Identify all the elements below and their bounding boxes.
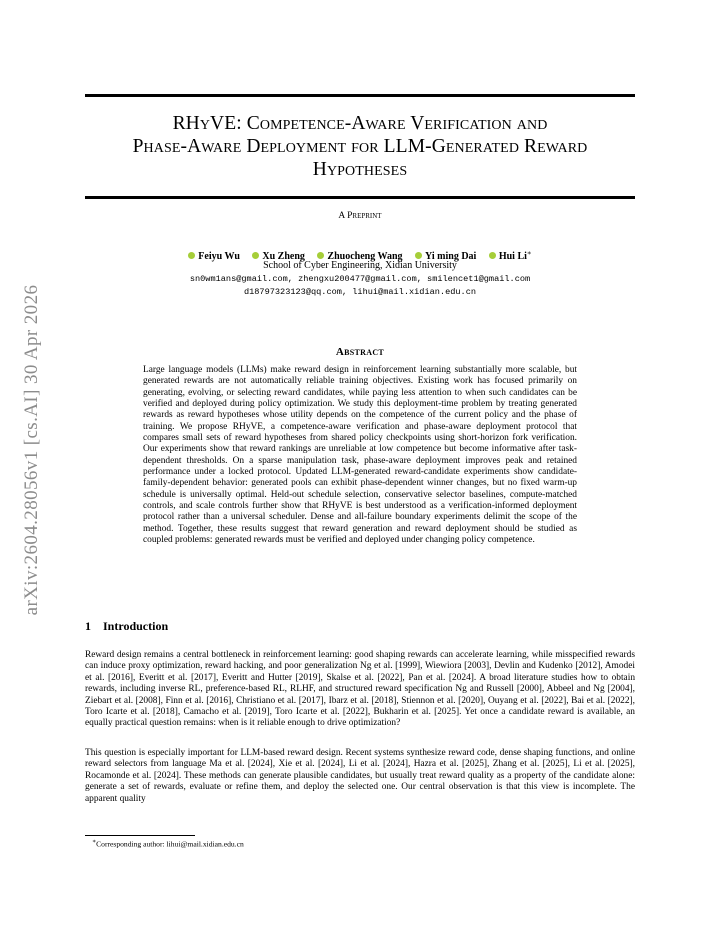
orcid-icon[interactable] [252, 252, 259, 259]
footnote-text: Corresponding author: lihui@mail.xidian.edu.cn [96, 839, 244, 849]
orcid-icon[interactable] [317, 252, 324, 259]
paper-title [85, 112, 635, 181]
title-line: Phase-Aware Deployment for LLM-Generated Reward [132, 136, 588, 157]
title-line: RHyVE: Competence-Aware Verification and [172, 113, 548, 134]
section-heading [85, 619, 635, 634]
author-name: Zhuocheng Wang [327, 251, 403, 262]
email-line: d18797323123@qq.com, lihui@mail.xidian.edu.cn [243, 286, 477, 297]
author-name: Hui Li [498, 251, 527, 262]
body-paragraph: Reward design remains a central bottleneck in reinforcement learning: good shaping rewards can accelerate learning, while misspecified rewards can induce proxy optimization, reward hacking, and poor generalization Ng et al. [1999], Wiewiora [2003], Devlin and Kudenko [2012], Amodei et al. [2016], Everitt et al. [2017], Everitt and Hutter [2019], Skalse et al. [2022], Pan et al. [2024]. A broad literature studies how to obtain rewards, including inverse RL, preference-based RL, RLHF, and structured reward specification Ng and Russell [2000], Abbeel and Ng [2004], Ziebart et al. [2008], Finn et al. [2016], Christiano et al. [2017], Ibarz et al. [2018], Stiennon et al. [2020], Ouyang et al. [2022], Bai et al. [2022], Toro Icarte et al. [2018], Camacho et al. [2019], Toro Icarte et al. [2022], Bukharin et al. [2025]. Yet once a candidate reward is available, an equally practical question remains: when is it reliable enough to drive optimization? [85, 650, 635, 729]
title-rule-top [85, 94, 635, 97]
orcid-icon[interactable] [489, 252, 496, 259]
footnote-rule [85, 835, 195, 836]
author-emails [85, 273, 635, 298]
body-paragraph: This question is especially important for LLM-based reward design. Recent systems synthesize reward code, dense shaping functions, and online reward selectors from language Ma et al. [2024], Xie et al. [2024], Li et al. [2024], Hazra et al. [2025], Zhang et al. [2025], Li et al. [2025], Rocamonde et al. [2024]. These methods can generate plausible candidates, but usually treat reward quality as a property of the candidate alone: generate a set of rewards, evaluate or refine them, and deploy the selected one. Our central observation is that this view is incomplete. The apparent quality [85, 748, 635, 804]
author-name: Yi ming Dai [425, 251, 477, 262]
footnote-mark: ∗ [92, 839, 97, 845]
arxiv-identifier: arXiv:2604.28056v1 [cs.AI] 30 Apr 2026 [21, 284, 42, 616]
orcid-icon[interactable] [415, 252, 422, 259]
email-line: sn0wm1ans@gmail.com, zhengxu200477@gmail.com, smilencet1@gmail.com [189, 274, 531, 284]
footnote [92, 838, 244, 849]
section-title: Introduction [103, 619, 169, 633]
corresponding-mark: ∗ [526, 249, 532, 257]
title-rule-bottom [85, 196, 635, 199]
orcid-icon[interactable] [188, 252, 195, 259]
preprint-label: A Preprint [338, 211, 382, 221]
section-number: 1 [85, 619, 91, 633]
affiliation: School of Cyber Engineering, Xidian University [263, 260, 457, 271]
title-line: Hypotheses [312, 159, 408, 180]
arxiv-sidebar [12, 255, 52, 645]
author-name: Xu Zheng [262, 251, 305, 262]
abstract-heading: Abstract [335, 346, 385, 358]
author-name: Feiyu Wu [198, 251, 240, 262]
abstract-body: Large language models (LLMs) make reward design in reinforcement learning substantially more scalable, but generated rewards are not automatically reliable training objectives. Existing work has focused primarily on generating, evolving, or selecting reward candidates, while paying less attention to when such candidates can be verified and deployed during policy optimization. We study this deployment-time problem by treating generated rewards as reward hypotheses whose utility depends on the competence of the current policy and the phase of training. We propose RHyVE, a competence-aware verification and phase-aware deployment protocol that compares small sets of reward hypotheses from shared policy checkpoints using short-horizon fork verification. Our experiments show that reward rankings are unreliable at low competence but become informative after task-dependent thresholds. On a sparse manipulation task, phase-aware deployment improves peak and retained performance under a locked protocol. Updated LLM-generated reward-candidate experiments show candidate-family-dependent behavior: generated pools can exhibit phase-dependent winner changes, but no fixed warm-up schedule is universally optimal. Held-out schedule selection, conservative selector baselines, compute-matched controls, and scale controls further show that RHyVE is best understood as a verification-informed deployment protocol rather than a universal scheduler. Dense and all-failure boundary experiments delimit the scope of the method. Together, these results suggest that reward generation and reward deployment should be studied as coupled problems: generated rewards must be verified and deployed under changing policy competence. [143, 365, 577, 546]
